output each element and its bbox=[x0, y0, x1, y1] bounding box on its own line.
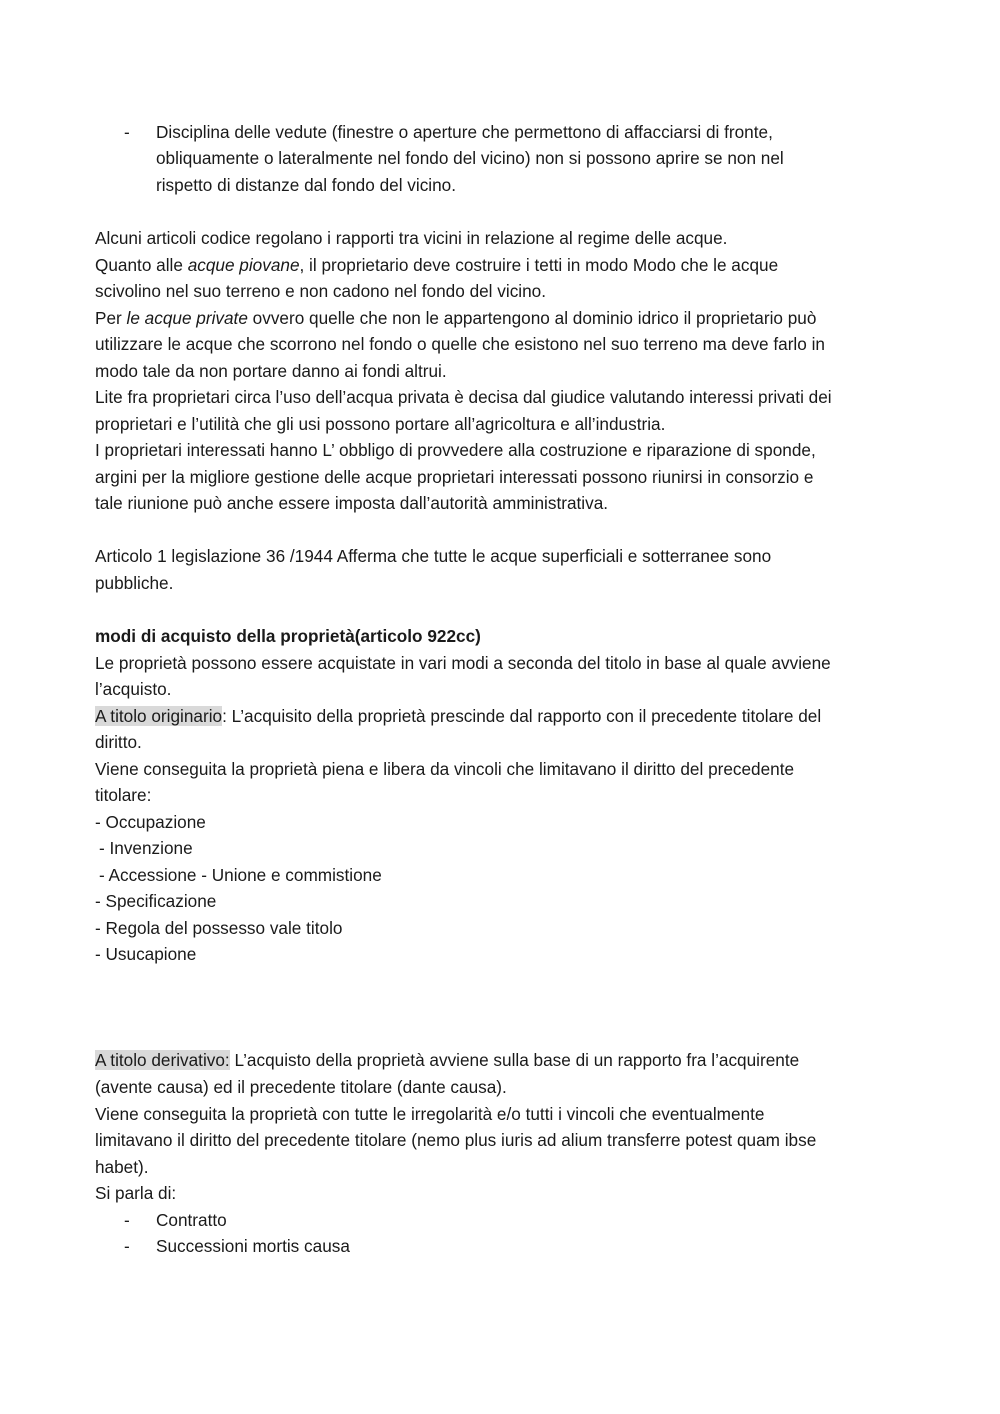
highlighted-label: A titolo originario bbox=[95, 706, 223, 726]
paragraph-line: modo tale da non portare danno ai fondi altrui. bbox=[95, 361, 447, 381]
paragraph-line: pubbliche. bbox=[95, 573, 174, 593]
paragraph-line: Viene conseguita la proprietà con tutte le irregolarità e/o tutti i vincoli che eventualmente bbox=[95, 1104, 765, 1124]
paragraph-line: l’acquisto. bbox=[95, 679, 172, 699]
paragraph-line: Lite fra proprietari circa l’uso dell’acqua privata è decisa dal giudice valutando interessi privati dei bbox=[95, 387, 832, 407]
list-item: - Specificazione bbox=[95, 891, 217, 911]
paragraph-line: I proprietari interessati hanno L’ obbligo di provvedere alla costruzione e riparazione di sponde, bbox=[95, 440, 816, 460]
paragraph-line: Per le acque private ovvero quelle che non le appartengono al dominio idrico il proprietario può bbox=[95, 308, 817, 328]
list-item: Contratto bbox=[156, 1210, 227, 1230]
bullet-marker: - bbox=[124, 1210, 130, 1230]
section-heading: modi di acquisto della proprietà(articolo 922cc) bbox=[95, 626, 481, 646]
list-item: - Regola del possesso vale titolo bbox=[95, 918, 343, 938]
bullet-text-line: rispetto di distanze dal fondo del vicino. bbox=[156, 175, 457, 195]
paragraph-line: limitavano il diritto del precedente titolare (nemo plus iuris ad alium transferre potest quam ibse bbox=[95, 1130, 817, 1150]
paragraph-line: tale riunione può anche essere imposta dall’autorità amministrativa. bbox=[95, 493, 609, 513]
paragraph-line: diritto. bbox=[95, 732, 142, 752]
paragraph-line: habet). bbox=[95, 1157, 149, 1177]
list-item: - Occupazione bbox=[95, 812, 206, 832]
paragraph-line: titolare: bbox=[95, 785, 152, 805]
paragraph-line: proprietari e l’utilità che gli usi possono portare all’agricoltura e all’industria. bbox=[95, 414, 666, 434]
bullet-text-line: Disciplina delle vedute (finestre o aperture che permettono di affacciarsi di fronte, bbox=[156, 122, 773, 142]
list-item: Successioni mortis causa bbox=[156, 1236, 350, 1256]
bullet-marker: - bbox=[124, 1236, 130, 1256]
paragraph-line: Le proprietà possono essere acquistate in vari modi a seconda del titolo in base al quale avviene bbox=[95, 653, 831, 673]
paragraph-line: Si parla di: bbox=[95, 1183, 177, 1203]
list-item: - Accessione - Unione e commistione bbox=[99, 865, 382, 885]
bullet-marker: - bbox=[124, 122, 130, 142]
paragraph-line: Articolo 1 legislazione 36 /1944 Afferma che tutte le acque superficiali e sotterranee sono bbox=[95, 546, 772, 566]
paragraph-line: A titolo originario: L’acquisito della proprietà prescinde dal rapporto con il precedente titolare del bbox=[95, 706, 822, 726]
paragraph-line: Alcuni articoli codice regolano i rapporti tra vicini in relazione al regime delle acque. bbox=[95, 228, 728, 248]
paragraph-line: argini per la migliore gestione delle acque proprietari interessati possono riunirsi in consorzio e bbox=[95, 467, 814, 487]
emphasis-text: acque piovane bbox=[187, 255, 300, 275]
paragraph-line: A titolo derivativo: L’acquisto della proprietà avviene sulla base di un rapporto fra l’acquirente bbox=[95, 1050, 800, 1070]
paragraph-line: (avente causa) ed il precedente titolare (dante causa). bbox=[95, 1077, 507, 1097]
bullet-text-line: obliquamente o lateralmente nel fondo del vicino) non si possono aprire se non nel bbox=[156, 148, 784, 168]
emphasis-text: le acque private bbox=[126, 308, 248, 328]
list-item: - Usucapione bbox=[95, 944, 197, 964]
paragraph-line: scivolino nel suo terreno e non cadono nel fondo del vicino. bbox=[95, 281, 546, 301]
paragraph-line: Quanto alle acque piovane, il proprietario deve costruire i tetti in modo Modo che le acque bbox=[95, 255, 779, 275]
list-item: - Invenzione bbox=[99, 838, 193, 858]
paragraph-line: utilizzare le acque che scorrono nel fondo o quelle che esistono nel suo terreno ma deve farlo in bbox=[95, 334, 825, 354]
paragraph-line: Viene conseguita la proprietà piena e libera da vincoli che limitavano il diritto del precedente bbox=[95, 759, 795, 779]
highlighted-label: A titolo derivativo: bbox=[95, 1050, 230, 1070]
